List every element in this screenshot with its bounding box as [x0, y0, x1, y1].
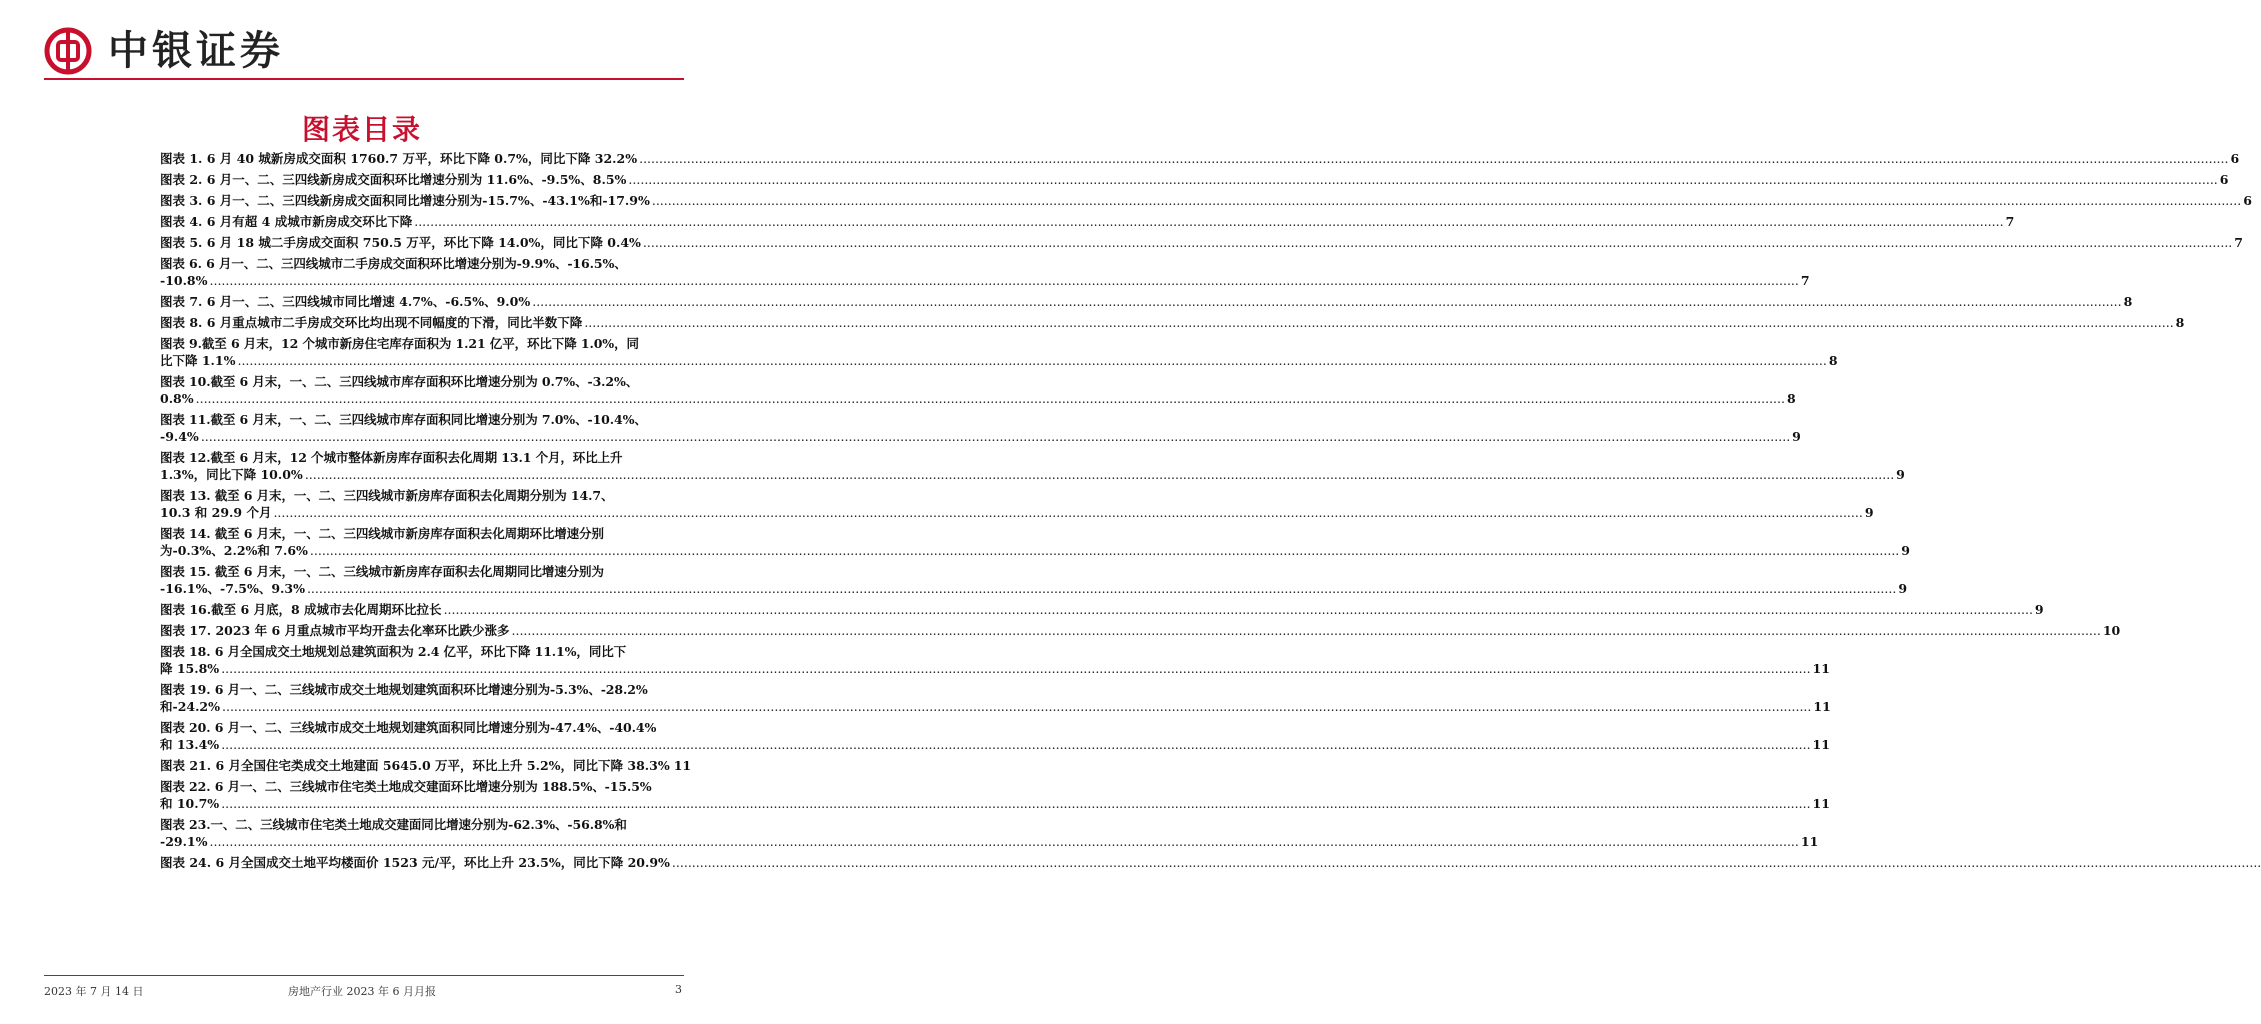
dot-leader: ................................................................................................................................................................................................................................................................................................................................................................................................................ — [222, 699, 1812, 714]
toc-entry-text: 和 10.7% — [160, 796, 220, 811]
toc-page-number: 8 — [2175, 315, 2185, 330]
toc-page-number: 11 — [673, 758, 692, 773]
toc-entry[interactable] — [160, 601, 2044, 618]
toc-entry[interactable] — [160, 411, 1801, 445]
toc-entry[interactable] — [160, 525, 1910, 559]
toc-entry-text: 0.8% — [160, 391, 194, 406]
toc-entry-text: 图表 22. 6 月一、二、三线城市住宅类土地成交建面环比增速分别为 188.5%、-15.5% — [160, 779, 652, 794]
toc-entry-text: 图表 11.截至 6 月末，一、二、三四线城市库存面积同比增速分别为 7.0%、-10.4%、 — [160, 412, 647, 427]
toc-entry[interactable] — [160, 150, 2240, 167]
toc-entry[interactable] — [160, 778, 1830, 812]
toc-entry-text: 图表 8. 6 月重点城市二手房成交环比均出现不同幅度的下滑，同比半数下降 — [160, 315, 583, 330]
toc-entry-text: 图表 13. 截至 6 月末，一、二、三四线城市新房库存面积去化周期分别为 14.7、 — [160, 488, 614, 503]
toc-page-number: 9 — [1864, 505, 1874, 520]
toc-entry-text: 图表 2. 6 月一、二、三四线新房成交面积环比增速分别为 11.6%、-9.5%、8.5% — [160, 172, 627, 187]
toc-entry-text: 图表 3. 6 月一、二、三四线新房成交面积同比增速分别为-15.7%、-43.1%和-17.9% — [160, 193, 650, 208]
dot-leader: ................................................................................................................................................................................................................................................................................................................................................................................................................ — [651, 193, 2242, 208]
page-title: 图表目录 — [301, 113, 422, 146]
toc-entry[interactable] — [160, 373, 1796, 407]
toc-entry[interactable] — [160, 681, 1831, 715]
toc-entry[interactable] — [160, 757, 692, 774]
dot-leader: ................................................................................................................................................................................................................................................................................................................................................................................................................ — [209, 834, 1799, 849]
toc-page-number: 6 — [2243, 193, 2252, 208]
toc-entry-text: -9.4% — [160, 429, 199, 444]
toc-entry-text: 图表 10.截至 6 月末，一、二、三四线城市库存面积环比增速分别为 0.7%、-3.2%、 — [160, 374, 639, 389]
footer-report-name: 房地产行业 2023 年 6 月月报 — [288, 985, 436, 998]
toc-entry[interactable] — [160, 487, 1874, 521]
toc-entry[interactable] — [160, 192, 2252, 209]
dot-leader: ................................................................................................................................................................................................................................................................................................................................................................................................................ — [639, 151, 2229, 166]
toc-page-number: 9 — [1792, 429, 1801, 444]
toc-page-number: 8 — [1828, 353, 1838, 368]
footer-divider — [44, 975, 684, 976]
toc-entry-text: 图表 1. 6 月 40 城新房成交面积 1760.7 万平，环比下降 0.7%，同比下降 32.2% — [160, 151, 638, 166]
toc-entry[interactable] — [160, 719, 1830, 753]
toc-entry-text: 图表 4. 6 月有超 4 成城市新房成交环比下降 — [160, 214, 413, 229]
bank-of-china-logo-icon — [44, 27, 92, 75]
toc-page-number: 9 — [1898, 581, 1908, 596]
dot-leader: ................................................................................................................................................................................................................................................................................................................................................................................................................ — [237, 353, 1827, 368]
toc-entry[interactable] — [160, 213, 2015, 230]
toc-entry-text: 降 15.8% — [160, 661, 220, 676]
dot-leader: ................................................................................................................................................................................................................................................................................................................................................................................................................ — [273, 505, 1863, 520]
toc-page-number: 11 — [1812, 661, 1830, 676]
dot-leader: ................................................................................................................................................................................................................................................................................................................................................................................................................ — [309, 543, 1900, 558]
page-header — [0, 0, 724, 80]
toc-entry-text: 图表 12.截至 6 月末，12 个城市整体新房库存面积去化周期 13.1 个月，环比上升 — [160, 450, 623, 465]
dot-leader: ................................................................................................................................................................................................................................................................................................................................................................................................................ — [200, 429, 1791, 444]
dot-leader: ................................................................................................................................................................................................................................................................................................................................................................................................................ — [584, 315, 2174, 330]
toc-entry-text: -16.1%、-7.5%、9.3% — [160, 581, 305, 596]
dot-leader: ................................................................................................................................................................................................................................................................................................................................................................................................................ — [642, 235, 2233, 250]
toc-entry-text: 图表 16.截至 6 月底，8 成城市去化周期环比拉长 — [160, 602, 442, 617]
toc-page-number: 8 — [1786, 391, 1796, 406]
toc-entry[interactable] — [160, 449, 1905, 483]
toc-page-number: 8 — [2123, 294, 2133, 309]
toc-page-number: 11 — [1800, 834, 1819, 849]
toc-page-number: 10 — [2102, 623, 2121, 638]
toc-entry[interactable] — [160, 234, 2243, 251]
toc-page-number: 9 — [1896, 467, 1905, 482]
toc-entry-text: 和 13.4% — [160, 737, 220, 752]
toc-page-number: 11 — [1813, 699, 1831, 714]
dot-leader: ................................................................................................................................................................................................................................................................................................................................................................................................................ — [511, 623, 2101, 638]
toc-entry[interactable] — [160, 171, 2229, 188]
toc-entry-text: 图表 5. 6 月 18 城二手房成交面积 750.5 万平，环比下降 14.0%，同比下降 0.4% — [160, 235, 641, 250]
toc-entry-text: 图表 9.截至 6 月末，12 个城市新房住宅库存面积为 1.21 亿平，环比下降 1.0%，同 — [160, 336, 639, 351]
toc-entry-text: 10.3 和 29.9 个月 — [160, 505, 272, 520]
toc-page-number: 9 — [1901, 543, 1910, 558]
toc-entry[interactable] — [160, 255, 1810, 289]
dot-leader: ................................................................................................................................................................................................................................................................................................................................................................................................................ — [221, 796, 1811, 811]
toc-entry-text: 图表 23.一、二、三线城市住宅类土地成交建面同比增速分别为-62.3%、-56.8%和 — [160, 817, 627, 832]
toc-entry-text: 图表 15. 截至 6 月末，一、二、三线城市新房库存面积去化周期同比增速分别为 — [160, 564, 604, 579]
toc-entry[interactable] — [160, 563, 1908, 597]
toc-page-number: 11 — [1812, 796, 1830, 811]
toc-entry-text: 和-24.2% — [160, 699, 221, 714]
toc-entry[interactable] — [160, 622, 2121, 639]
toc-entry[interactable] — [160, 643, 1830, 677]
dot-leader: ................................................................................................................................................................................................................................................................................................................................................................................................................ — [221, 737, 1811, 752]
toc-entry-text: 图表 17. 2023 年 6 月重点城市平均开盘去化率环比跌少涨多 — [160, 623, 510, 638]
dot-leader: ................................................................................................................................................................................................................................................................................................................................................................................................................ — [306, 581, 1897, 596]
toc-entry[interactable] — [160, 293, 2133, 310]
toc-page-number: 6 — [2219, 172, 2229, 187]
toc-entry-text: 图表 14. 截至 6 月末，一、二、三四线城市新房库存面积去化周期环比增速分别 — [160, 526, 604, 541]
toc-page-number: 7 — [2234, 235, 2243, 250]
toc-entry-text: 图表 19. 6 月一、二、三线城市成交土地规划建筑面积环比增速分别为-5.3%、-28.2% — [160, 682, 648, 697]
dot-leader: ................................................................................................................................................................................................................................................................................................................................................................................................................ — [628, 172, 2218, 187]
dot-leader: ................................................................................................................................................................................................................................................................................................................................................................................................................ — [443, 602, 2033, 617]
dot-leader: ................................................................................................................................................................................................................................................................................................................................................................................................................ — [304, 467, 1895, 482]
toc-entry-text: 图表 18. 6 月全国成交土地规划总建筑面积为 2.4 亿平，环比下降 11.1%，同比下 — [160, 644, 627, 659]
dot-leader: ................................................................................................................................................................................................................................................................................................................................................................................................................ — [532, 294, 2122, 309]
toc-entry-text: 图表 7. 6 月一、二、三四线城市同比增速 4.7%、-6.5%、9.0% — [160, 294, 531, 309]
dot-leader: ................................................................................................................................................................................................................................................................................................................................................................................................................ — [414, 214, 2004, 229]
dot-leader: ................................................................................................................................................................................................................................................................................................................................................................................................................ — [221, 661, 1811, 676]
table-of-figures — [160, 150, 2261, 875]
toc-entry-text: 为-0.3%、2.2%和 7.6% — [160, 543, 308, 558]
toc-entry-text: -10.8% — [160, 273, 208, 288]
toc-page-number: 9 — [2034, 602, 2044, 617]
toc-entry-text: 比下降 1.1% — [160, 353, 236, 368]
brand-name: 中银证券 — [108, 28, 284, 74]
toc-page-number: 7 — [2005, 214, 2015, 229]
toc-entry-text: 图表 20. 6 月一、二、三线城市成交土地规划建筑面积同比增速分别为-47.4%、-40.4% — [160, 720, 657, 735]
dot-leader: ................................................................................................................................................................................................................................................................................................................................................................................................................ — [209, 273, 1799, 288]
dot-leader: ................................................................................................................................................................................................................................................................................................................................................................................................................ — [195, 391, 1785, 406]
toc-entry[interactable] — [160, 854, 2261, 871]
toc-entry-text: 图表 21. 6 月全国住宅类成交土地建面 5645.0 万平，环比上升 5.2%，同比下降 38.3% — [160, 758, 670, 773]
toc-entry-text: 图表 6. 6 月一、二、三四线城市二手房成交面积环比增速分别为-9.9%、-16.5%、 — [160, 256, 627, 271]
toc-entry[interactable] — [160, 816, 1819, 850]
header-divider — [44, 78, 684, 80]
toc-entry-text: 图表 24. 6 月全国成交土地平均楼面价 1523 元/平，环比上升 23.5%，同比下降 20.9% — [160, 855, 670, 870]
dot-leader: ................................................................................................................................................................................................................................................................................................................................................................................................................ — [671, 855, 2261, 870]
toc-entry[interactable] — [160, 314, 2185, 331]
toc-page-number: 6 — [2230, 151, 2240, 166]
toc-entry-text: 1.3%，同比下降 10.0% — [160, 467, 303, 482]
footer-date: 2023 年 7 月 14 日 — [44, 985, 144, 998]
toc-entry[interactable] — [160, 335, 1838, 369]
footer-page-number: 3 — [675, 983, 682, 996]
toc-entry-text: -29.1% — [160, 834, 208, 849]
toc-page-number: 11 — [1812, 737, 1830, 752]
toc-page-number: 7 — [1800, 273, 1810, 288]
